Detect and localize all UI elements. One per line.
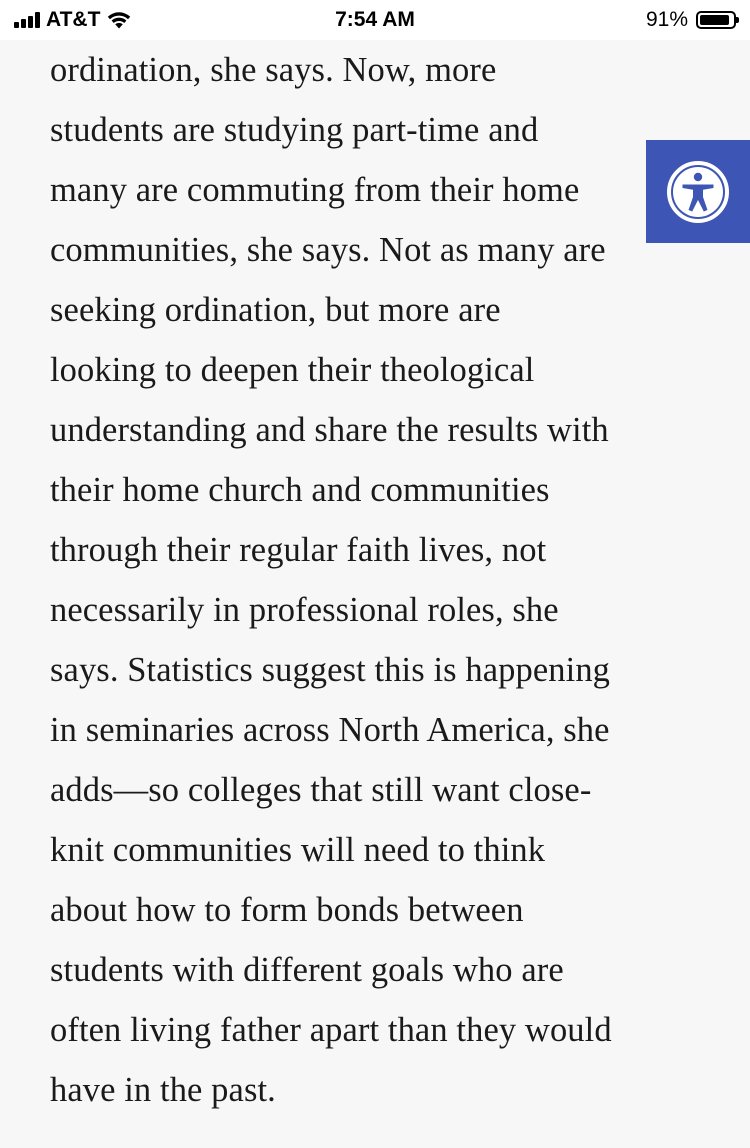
battery-icon <box>696 11 736 29</box>
status-bar <box>0 0 750 40</box>
article-line: understanding and share the results with <box>50 411 609 449</box>
article-line: looking to deepen their theological <box>50 351 535 389</box>
battery-percent: 91% <box>645 8 688 31</box>
article-line: students with different goals who are <box>50 951 564 989</box>
article-line: necessarily in professional roles, she <box>50 591 559 629</box>
accessibility-button[interactable] <box>646 140 750 243</box>
carrier-label: AT&T <box>46 8 101 31</box>
status-time: 7:54 AM <box>335 8 415 31</box>
article-line: many are commuting from their home <box>50 171 580 209</box>
accessibility-person-icon <box>666 160 730 224</box>
article-line: about how to form bonds between <box>50 891 524 929</box>
status-right <box>646 8 736 32</box>
article-body <box>50 40 710 1120</box>
article-line: through their regular faith lives, not <box>50 531 547 569</box>
article-line: often living father apart than they would <box>50 1011 612 1049</box>
article-line: knit communities will need to think <box>50 831 546 869</box>
article-line: says. Statistics suggest this is happening <box>50 651 611 689</box>
article-paragraph <box>50 40 710 1120</box>
article-line: adds—so colleges that still want close- <box>50 771 592 809</box>
article-line: in seminaries across North America, she <box>50 711 610 749</box>
article-line: have in the past. <box>50 1071 276 1109</box>
article-line: their home church and communities <box>50 471 550 509</box>
article-line: seeking ordination, but more are <box>50 291 501 329</box>
article-line: ordination, she says. Now, more <box>50 51 497 89</box>
article-line: students are studying part-time and <box>50 111 539 149</box>
article-line: communities, she says. Not as many are <box>50 231 606 269</box>
battery-level-fill <box>700 15 729 25</box>
